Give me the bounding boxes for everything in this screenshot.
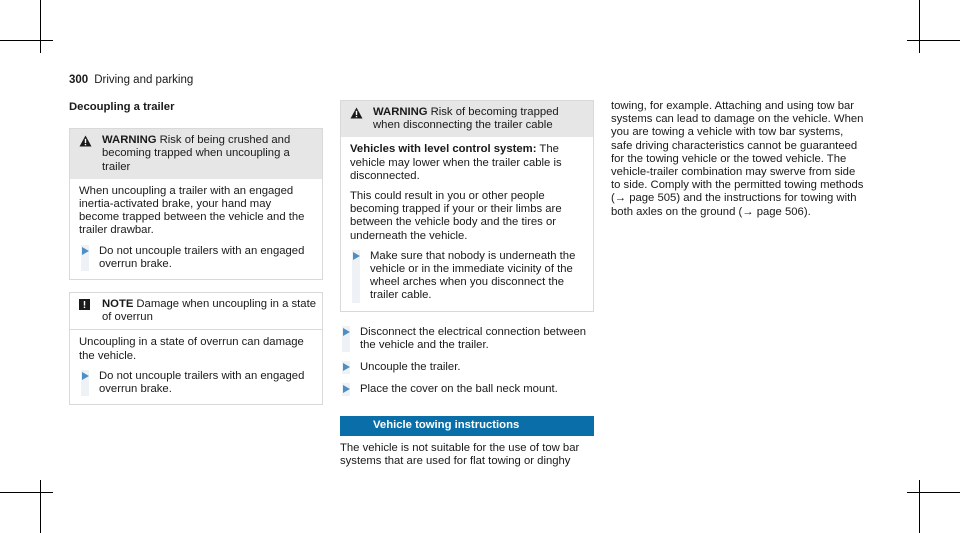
step-text: Make sure that nobody is underneath the vehicle or in the immediate vicinity of the wheel arches when you disconnect the trailer cable. xyxy=(370,249,576,302)
warning-subhead-text: The vehicle may lower when the trailer cable is disconnected. xyxy=(350,143,562,182)
list-item xyxy=(340,326,594,352)
warning-box-2 xyxy=(340,100,594,312)
note-icon xyxy=(79,299,90,314)
note-header xyxy=(70,293,322,329)
towing-paragraph: towing, for example. Attaching and using tow bar systems can lead to damage on the vehicle. When you are towing a vehicle with tow bar systems, safe driving characteristics cannot be guaranteed for the towing vehicle or the towed vehicle. The vehicle-trailer combination may swerve from side to side. Comply with the permitted towing methods (→ page 505) and the instructions for towing with both axles on the ground (→ page 506). xyxy=(611,100,864,218)
step-text: Do not uncouple trailers with an engaged overrun brake. xyxy=(99,244,305,270)
warning-text: Risk of being crushed and becoming trapped when uncoupling a trailer xyxy=(102,134,291,173)
list-item xyxy=(340,361,594,374)
step-list xyxy=(340,326,594,397)
warning-body: This could result in you or other people becoming trapped if your or their limbs are between the vehicle body and the tires or underneath the vehicle. xyxy=(350,190,562,242)
note-body: Uncoupling in a state of overrun can damage the vehicle. xyxy=(79,336,304,362)
section-body: The vehicle is not suitable for the use of tow bar systems that are used for flat towing or dinghy xyxy=(340,441,580,467)
warning-header xyxy=(341,101,593,137)
warning-triangle-icon xyxy=(350,107,363,123)
step-arrow-icon xyxy=(82,372,89,380)
step-text: Do not uncouple trailers with an engaged overrun brake. xyxy=(99,369,305,396)
page-number: 300 xyxy=(69,74,89,86)
note-box xyxy=(69,292,323,405)
warning-body: When uncoupling a trailer with an engaged inertia-activated brake, your hand may become trapped between the vehicle and the trailer drawbar. xyxy=(79,184,305,237)
heading-decoupling: Decoupling a trailer xyxy=(69,101,175,113)
warning-subparagraph xyxy=(350,143,584,183)
step-arrow-icon xyxy=(353,252,360,260)
list-item xyxy=(340,383,594,396)
step-arrow-icon xyxy=(343,328,350,336)
column-3 xyxy=(611,100,867,219)
section-title: Driving and parking xyxy=(94,74,194,86)
note-label: NOTE xyxy=(102,298,134,311)
warning-triangle-icon xyxy=(79,135,92,151)
step-text: Disconnect the electrical connection between the vehicle and the trailer. xyxy=(360,325,587,351)
list-item xyxy=(350,250,584,303)
column-2 xyxy=(340,100,594,468)
column-1 xyxy=(69,101,323,417)
step-arrow-icon xyxy=(343,385,350,393)
step-arrow-icon xyxy=(343,363,350,371)
warning-box xyxy=(69,128,323,280)
step-text: Uncouple the trailer. xyxy=(360,361,461,374)
section-heading-towing: Vehicle towing instructions xyxy=(340,416,594,435)
warning-label: WARNING xyxy=(373,106,428,118)
note-text: Damage when uncoupling in a state of overrun xyxy=(102,298,317,324)
page-header xyxy=(69,74,193,87)
warning-header xyxy=(70,129,322,179)
step-text: Place the cover on the ball neck mount. xyxy=(360,383,558,396)
list-item xyxy=(79,370,313,396)
list-item xyxy=(79,245,313,271)
warning-label: WARNING xyxy=(102,134,157,147)
warning-subhead: Vehicles with level control system: xyxy=(350,143,537,156)
warning-text: Risk of becoming trapped when disconnecting the trailer cable xyxy=(373,106,559,132)
step-arrow-icon xyxy=(82,247,89,255)
